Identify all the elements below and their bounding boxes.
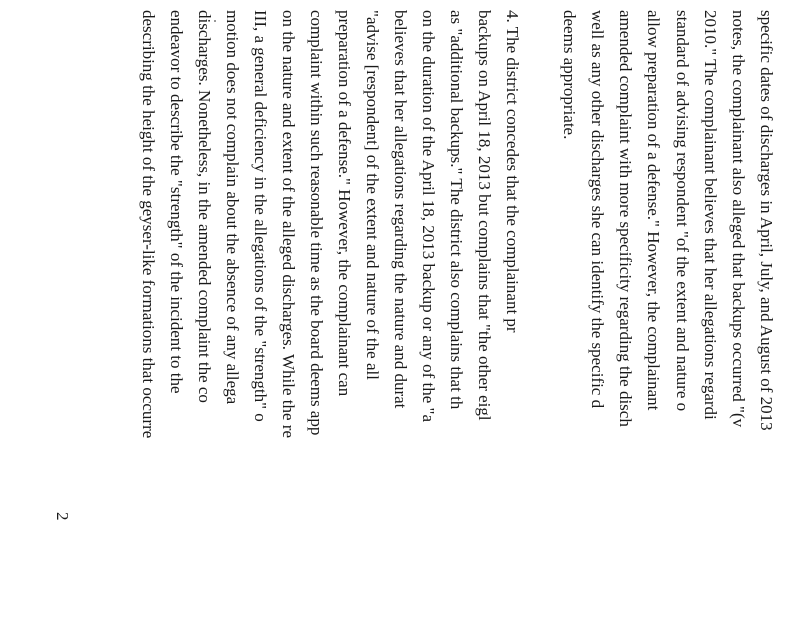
text-line: 4. The district concedes that the complainant pr xyxy=(503,10,522,333)
text-line: specific dates of discharges in April, July, and August of 2013 xyxy=(757,10,776,431)
text-line: standard of advising respondent "of the extent and nature o xyxy=(673,10,692,412)
text-line: preparation of a defense." However, the complainant can xyxy=(335,10,354,397)
text-line: amended complaint with more specificity regarding the disch xyxy=(616,10,635,427)
text-line: believes that her allegations regarding the nature and durat xyxy=(391,10,410,409)
text-line: allow preparation of a defense." However, the complainant xyxy=(644,10,663,411)
text-line: 2010." The complainant believes that her allegations regardi xyxy=(701,10,720,420)
page-number: 2 xyxy=(53,512,72,521)
text-line: deems appropriate. xyxy=(560,10,579,140)
rotated-text-block xyxy=(86,10,776,610)
text-line: as "additional backups." The district also complains that th xyxy=(447,10,466,410)
text-line: motion does not complain about the absence of any allega xyxy=(223,10,242,405)
text-line: complaint within such reasonable time as the board deems app xyxy=(307,10,326,436)
text-line: "advise [respondent] of the extent and nature of the all xyxy=(363,10,382,380)
text-line: describing the height of the geyser-like formations that occurre xyxy=(139,10,158,439)
text-line: endeavor to describe the "strength" of the incident to the xyxy=(167,10,186,394)
text-line: notes, the complainant also alleged that backups occurred "(v xyxy=(729,10,748,428)
text-line: discharges. Nonetheless, in the amended complaint the co xyxy=(195,10,214,403)
text-line: on the duration of the April 18, 2013 backup or any of the "a xyxy=(419,10,438,423)
text-line: on the nature and extent of the alleged discharges. While the re xyxy=(279,10,298,438)
text-line: III, a general deficiency in the allegations of the "strength" o xyxy=(251,10,270,422)
text-line: backups on April 18, 2013 but complains that "the other eigl xyxy=(475,10,494,421)
text-line: well as any other discharges she can identify the specific d xyxy=(588,10,607,409)
